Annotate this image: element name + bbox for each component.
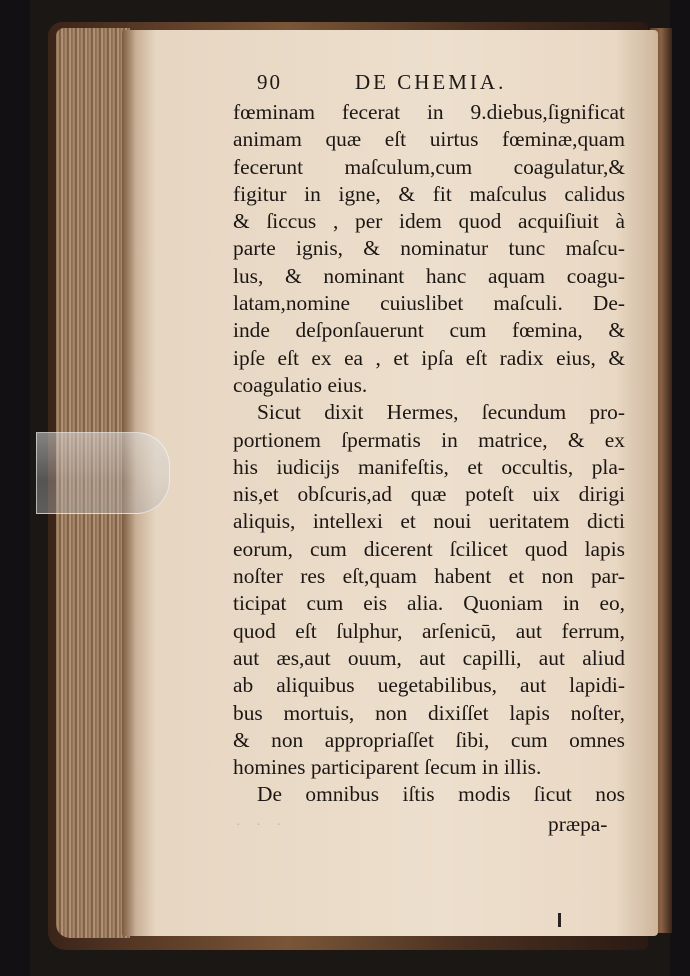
text-line: his iudicijs manifeſtis, et occultis, pla- [233,454,625,479]
text-line: aliquis, intellexi et noui ueritatem dicti [233,509,625,534]
paragraph-first-line: Sicut dixit Hermes, ſecundum pro- [257,400,625,425]
ink-mark [558,913,561,927]
text-line: fœminam fecerat in 9.diebus,ſignificat [233,100,625,124]
text-line: nis,et obſcuris,ad quæ poteſt uix dirigi [233,482,625,507]
text-line: ipſe eſt ex ea , et ipſa eſt radix eius, & [233,345,625,370]
text-line: aut æs,aut ouum, aut capilli, aut aliud [233,645,625,670]
paragraph-first-line: De omnibus iſtis modis ſicut nos [257,782,625,807]
text-line: portionem ſpermatis in matrice, & ex [233,427,625,452]
running-title: DE CHEMIA. [355,70,507,94]
text-line: quod eſt ſulphur, arſenicū, aut ferrum, [233,618,625,643]
page-header [257,70,657,98]
text-line: fecerunt maſculum,cum coagulatur,& [233,154,625,179]
text-line: noſter res eſt,quam habent et non par- [233,564,625,589]
text-line: inde deſponſauerunt cum fœmina, & [233,318,625,343]
text-line: parte ignis, & nominatur tunc maſcu- [233,236,625,261]
text-line: & ſiccus , per idem quod acquiſiuit à [233,209,625,234]
body-text [233,99,625,809]
show-through-text: · · · [236,818,287,833]
page-clip [36,432,170,514]
text-line: figitur in igne, & fit maſculus calidus [233,181,625,206]
text-line: coagulatio eius. [233,372,368,397]
page-number: 90 [257,70,282,94]
catchword: præpa- [548,812,608,836]
text-line: ticipat cum eis alia. Quoniam in eo, [233,591,625,616]
text-line: ab aliquibus uegetabilibus, aut lapidi- [233,673,625,698]
text-line: homines participarent ſecum in illis. [233,755,542,780]
text-line: bus mortuis, non dixiſſet lapis noſter, [233,700,625,725]
text-line: latam,nomine cuiuslibet maſculi. De- [233,291,625,316]
text-line: lus, & nominant hanc aquam coagu- [233,263,625,288]
text-line: eorum, cum dicerent ſcilicet quod lapis [233,536,625,561]
text-line: & non appropriaſſet ſibi, cum omnes [233,727,625,752]
text-line: animam quæ eſt uirtus fœminæ,quam [233,127,625,152]
